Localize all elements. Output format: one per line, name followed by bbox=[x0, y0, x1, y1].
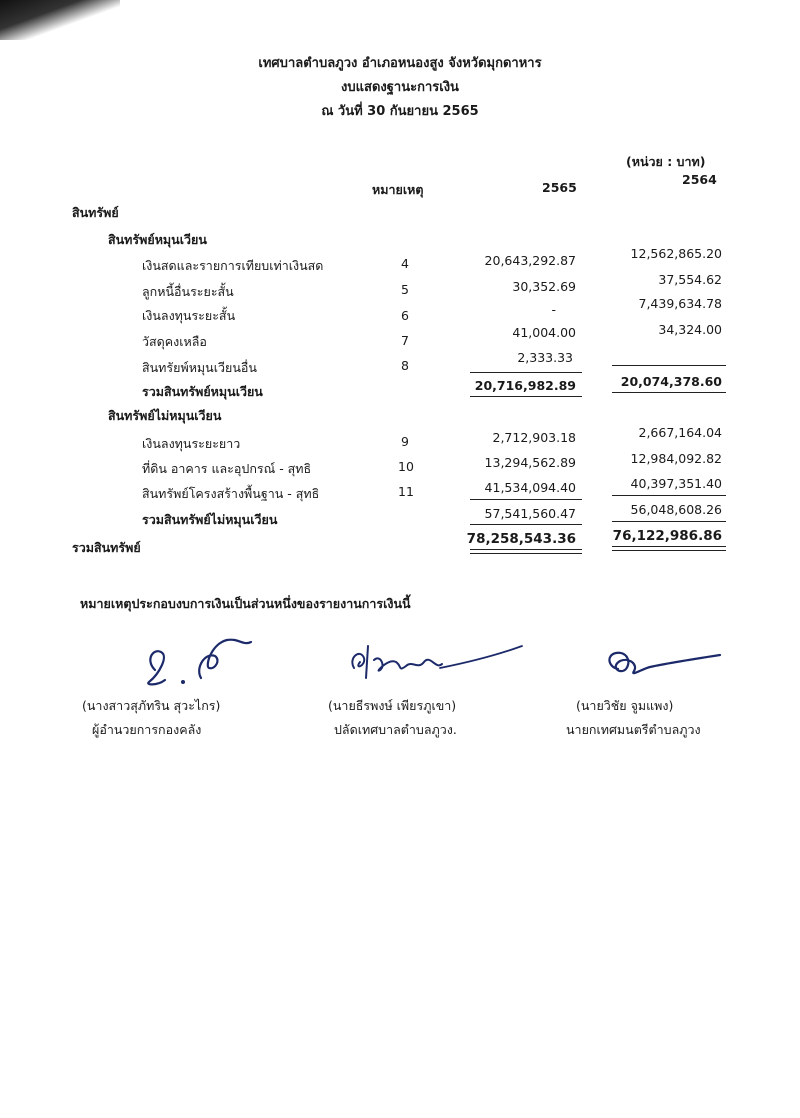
org-title: เทศบาลตำบลภูวง อำเภอหนองสูง จังหวัดมุกดาหาร bbox=[258, 56, 542, 71]
row-value-2565: 2,712,903.18 bbox=[492, 430, 576, 445]
row-note: 5 bbox=[401, 282, 409, 297]
row-value-2565: 41,004.00 bbox=[512, 325, 576, 340]
subtotal-rule bbox=[612, 521, 726, 522]
row-note: 8 bbox=[401, 358, 409, 373]
row-label: วัสดุคงเหลือ bbox=[142, 334, 207, 349]
grand-total-double-rule bbox=[470, 549, 582, 554]
subtotal-2565: 57,541,560.47 bbox=[484, 506, 576, 521]
row-note: 6 bbox=[401, 308, 409, 323]
signer-1-name: (นางสาวสุภัทริน สุวะไกร) bbox=[82, 698, 221, 713]
signer-2-title: ปลัดเทศบาลตำบลภูวง. bbox=[334, 722, 457, 737]
grand-total-2564: 76,122,986.86 bbox=[612, 528, 722, 544]
signature-1-image bbox=[135, 630, 265, 695]
grand-total-double-rule bbox=[612, 546, 726, 551]
footnote: หมายเหตุประกอบงบการเงินเป็นส่วนหนึ่งของรายงานการเงินนี้ bbox=[80, 596, 411, 611]
col-2565-header: 2565 bbox=[542, 180, 577, 195]
row-value-2564: 12,562,865.20 bbox=[630, 246, 722, 261]
assets-title: สินทรัพย์ bbox=[72, 205, 119, 220]
row-value-2565: 41,534,094.40 bbox=[484, 480, 576, 495]
row-value-2564: 7,439,634.78 bbox=[638, 296, 722, 311]
subtotal-rule bbox=[612, 495, 726, 496]
row-label: เงินลงทุนระยะยาว bbox=[142, 436, 241, 451]
row-label: ลูกหนี้อื่นระยะสั้น bbox=[142, 284, 234, 299]
signer-3-name: (นายวิชัย จูมแพง) bbox=[576, 698, 674, 713]
grand-total-label: รวมสินทรัพย์ bbox=[72, 540, 141, 555]
row-value-2564: 12,984,092.82 bbox=[630, 451, 722, 466]
unit-label: (หน่วย : บาท) bbox=[626, 154, 706, 169]
row-note: 10 bbox=[398, 459, 414, 474]
signature-2-image bbox=[340, 640, 530, 685]
col-note-header: หมายเหตุ bbox=[372, 182, 424, 197]
subtotal-2564: 20,074,378.60 bbox=[620, 374, 722, 389]
signature-3-image bbox=[598, 645, 728, 685]
row-label: เงินลงทุนระยะสั้น bbox=[142, 308, 236, 323]
signer-3-title: นายกเทศมนตรีตำบลภูวง bbox=[566, 722, 701, 737]
subtotal-rule bbox=[470, 524, 582, 525]
row-note: 7 bbox=[401, 333, 409, 348]
signer-1-title: ผู้อำนวยการกองคลัง bbox=[92, 722, 202, 737]
statement-title: งบแสดงฐานะการเงิน bbox=[341, 80, 459, 95]
subtotal-2564: 56,048,608.26 bbox=[630, 502, 722, 517]
row-value-2565: 2,333.33 bbox=[517, 350, 573, 365]
row-note: 11 bbox=[398, 484, 414, 499]
col-2564-header: 2564 bbox=[682, 172, 717, 187]
noncurrent-assets-title: สินทรัพย์ไม่หมุนเวียน bbox=[108, 408, 222, 423]
subtotal-2565: 20,716,982.89 bbox=[474, 378, 576, 393]
row-value-2565: 20,643,292.87 bbox=[484, 253, 576, 268]
row-note: 4 bbox=[401, 256, 409, 271]
row-value-2564: 37,554.62 bbox=[658, 272, 722, 287]
current-assets-title: สินทรัพย์หมุนเวียน bbox=[108, 232, 207, 247]
subtotal-label: รวมสินทรัพย์ไม่หมุนเวียน bbox=[142, 512, 278, 527]
row-label: ที่ดิน อาคาร และอุปกรณ์ - สุทธิ bbox=[142, 461, 312, 476]
grand-total-2565: 78,258,543.36 bbox=[466, 531, 576, 547]
row-value-2564: 40,397,351.40 bbox=[630, 476, 722, 491]
row-value-2564: 34,324.00 bbox=[658, 322, 722, 337]
subtotal-rule bbox=[470, 396, 582, 397]
row-value-2564: 2,667,164.04 bbox=[638, 425, 722, 440]
row-value-2565: - bbox=[551, 302, 556, 317]
signer-2-name: (นายธีรพงษ์ เพียรภูเขา) bbox=[328, 698, 457, 713]
subtotal-rule bbox=[470, 499, 582, 500]
subtotal-rule bbox=[470, 372, 582, 373]
subtotal-label: รวมสินทรัพย์หมุนเวียน bbox=[142, 384, 263, 399]
row-label: สินทรัพย์โครงสร้างพื้นฐาน - สุทธิ bbox=[142, 486, 320, 501]
statement-date: ณ วันที่ 30 กันยายน 2565 bbox=[321, 104, 479, 119]
row-note: 9 bbox=[401, 434, 409, 449]
subtotal-rule bbox=[612, 392, 726, 393]
row-label: สินทรัยพ์หมุนเวียนอื่น bbox=[142, 360, 257, 375]
row-value-2565: 30,352.69 bbox=[512, 279, 576, 294]
scan-shadow bbox=[0, 0, 120, 40]
row-label: เงินสดและรายการเทียบเท่าเงินสด bbox=[142, 258, 324, 273]
subtotal-rule bbox=[612, 365, 726, 366]
row-value-2565: 13,294,562.89 bbox=[484, 455, 576, 470]
